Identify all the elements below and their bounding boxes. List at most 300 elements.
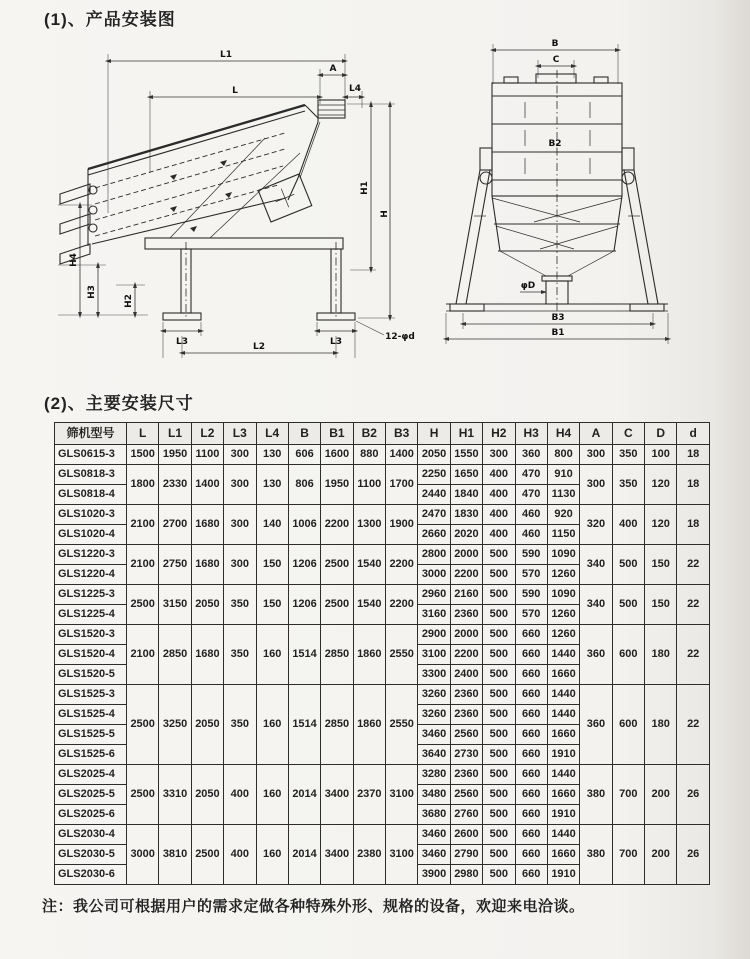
model-cell: GLS1020-3 (55, 505, 127, 525)
dim-cell: 1910 (547, 745, 579, 765)
dim-cell: 3310 (159, 765, 191, 825)
dim-cell: 1550 (450, 445, 482, 465)
dim-cell: 18 (677, 445, 710, 465)
header-h4: H4 (547, 423, 579, 445)
table-row (55, 685, 710, 705)
header-h1: H1 (450, 423, 482, 445)
dim-cell: 470 (515, 485, 547, 505)
dim-cell: 1260 (547, 605, 579, 625)
dim-cell: 380 (580, 825, 612, 885)
dim-cell: 460 (515, 505, 547, 525)
dim-label-outlet-diameter: φD (520, 281, 536, 291)
dim-cell: 470 (515, 465, 547, 485)
dim-cell: 2560 (450, 725, 482, 745)
dim-cell: 400 (224, 765, 256, 825)
dim-cell: 1090 (547, 545, 579, 565)
dim-cell: 600 (612, 625, 644, 685)
dim-cell: 660 (515, 685, 547, 705)
header-a: A (580, 423, 612, 445)
dim-cell: 3160 (418, 605, 450, 625)
dim-cell: 920 (547, 505, 579, 525)
dim-cell: 1150 (547, 525, 579, 545)
dim-cell: 1440 (547, 645, 579, 665)
dim-cell: 2550 (386, 685, 418, 765)
dim-cell: 500 (483, 645, 515, 665)
dim-cell: 2800 (418, 545, 450, 565)
model-cell: GLS1525-5 (55, 725, 127, 745)
dim-label-h4: H4 (69, 253, 79, 267)
dim-cell: 3400 (321, 765, 353, 825)
dim-cell: 1950 (159, 445, 191, 465)
dim-cell: 500 (612, 585, 644, 625)
dim-cell: 180 (645, 625, 677, 685)
dim-cell: 3480 (418, 785, 450, 805)
model-cell: GLS1525-6 (55, 745, 127, 765)
dim-cell: 100 (645, 445, 677, 465)
dim-cell: 2850 (159, 625, 191, 685)
header-model: 筛机型号 (55, 423, 127, 445)
dim-cell: 590 (515, 585, 547, 605)
dim-label-h2: H2 (124, 294, 134, 308)
dim-cell: 1206 (288, 585, 320, 625)
dim-cell: 500 (483, 585, 515, 605)
dimension-table-body (55, 445, 710, 885)
dim-cell: 160 (256, 825, 288, 885)
model-cell: GLS1520-4 (55, 645, 127, 665)
model-cell: GLS2030-4 (55, 825, 127, 845)
side-view-diagram (50, 38, 430, 378)
dim-label-c: C (552, 55, 560, 65)
dim-cell: 350 (612, 465, 644, 505)
dim-cell: 2200 (450, 645, 482, 665)
dim-cell: 1440 (547, 705, 579, 725)
dim-cell: 1860 (353, 625, 385, 685)
dim-cell: 1660 (547, 725, 579, 745)
dim-cell: 150 (256, 545, 288, 585)
dim-cell: 660 (515, 805, 547, 825)
dim-cell: 2560 (450, 785, 482, 805)
dim-cell: 2900 (418, 625, 450, 645)
dim-cell: 300 (580, 445, 612, 465)
dim-cell: 360 (515, 445, 547, 465)
model-cell: GLS1520-3 (55, 625, 127, 645)
header-b: B (288, 423, 320, 445)
dim-cell: 2200 (450, 565, 482, 585)
dim-cell: 2014 (288, 765, 320, 825)
model-cell: GLS0818-3 (55, 465, 127, 485)
dim-cell: 660 (515, 745, 547, 765)
dim-cell: 400 (612, 505, 644, 545)
dim-cell: 3280 (418, 765, 450, 785)
dim-cell: 200 (645, 825, 677, 885)
dim-label-l3-right: L3 (330, 337, 342, 347)
dim-cell: 700 (612, 825, 644, 885)
dim-cell: 2500 (127, 585, 159, 625)
dim-cell: 1910 (547, 805, 579, 825)
dim-cell: 1400 (386, 445, 418, 465)
dim-label-b: B (551, 39, 559, 49)
dim-cell: 300 (580, 465, 612, 505)
dim-cell: 2470 (418, 505, 450, 525)
header-l: L (127, 423, 159, 445)
dim-label-b1: B1 (551, 328, 565, 338)
dim-cell: 3460 (418, 825, 450, 845)
dim-cell: 18 (677, 505, 710, 545)
dim-cell: 130 (256, 445, 288, 465)
dim-cell: 3300 (418, 665, 450, 685)
dim-cell: 2400 (450, 665, 482, 685)
dim-cell: 150 (645, 585, 677, 625)
header-b1: B1 (321, 423, 353, 445)
section2-title: (2)、主要安装尺寸 (44, 394, 194, 413)
header-d-upper: D (645, 423, 677, 445)
dim-cell: 300 (224, 505, 256, 545)
dim-cell: 1840 (450, 485, 482, 505)
dim-cell: 2500 (321, 545, 353, 585)
dim-cell: 300 (224, 445, 256, 465)
dim-cell: 1860 (353, 685, 385, 765)
header-h: H (418, 423, 450, 445)
dim-cell: 3150 (159, 585, 191, 625)
model-cell: GLS1020-4 (55, 525, 127, 545)
dim-cell: 2050 (191, 685, 223, 765)
dim-cell: 3000 (127, 825, 159, 885)
dim-cell: 2360 (450, 765, 482, 785)
dim-cell: 120 (645, 465, 677, 505)
dim-cell: 340 (580, 545, 612, 585)
dim-cell: 22 (677, 585, 710, 625)
dim-cell: 800 (547, 445, 579, 465)
model-cell: GLS1225-3 (55, 585, 127, 605)
header-b2: B2 (353, 423, 385, 445)
dim-cell: 22 (677, 685, 710, 765)
dim-label-l2: L2 (253, 342, 265, 352)
dim-cell: 2330 (159, 465, 191, 505)
dim-cell: 360 (580, 625, 612, 685)
model-cell: GLS2030-6 (55, 865, 127, 885)
dim-cell: 1540 (353, 585, 385, 625)
dim-cell: 160 (256, 625, 288, 685)
dim-cell: 350 (224, 625, 256, 685)
dim-cell: 400 (224, 825, 256, 885)
model-cell: GLS0615-3 (55, 445, 127, 465)
dim-cell: 2200 (321, 505, 353, 545)
dim-cell: 3400 (321, 825, 353, 885)
dim-cell: 2014 (288, 825, 320, 885)
dim-cell: 500 (483, 725, 515, 745)
dim-cell: 600 (612, 685, 644, 765)
dim-cell: 2850 (321, 685, 353, 765)
dim-cell: 1514 (288, 625, 320, 685)
dim-cell: 1440 (547, 825, 579, 845)
table-row (55, 825, 710, 845)
dim-cell: 500 (483, 805, 515, 825)
dim-cell: 1950 (321, 465, 353, 505)
header-c: C (612, 423, 644, 445)
dim-label-b3: B3 (551, 313, 565, 323)
dim-cell: 2730 (450, 745, 482, 765)
dim-cell: 22 (677, 625, 710, 685)
model-cell: GLS1220-3 (55, 545, 127, 565)
dim-cell: 3460 (418, 845, 450, 865)
dim-cell: 130 (256, 465, 288, 505)
dim-cell: 660 (515, 865, 547, 885)
dim-cell: 120 (645, 505, 677, 545)
header-b3: B3 (386, 423, 418, 445)
dim-cell: 2050 (191, 765, 223, 825)
dim-cell: 3250 (159, 685, 191, 765)
dim-cell: 2500 (191, 825, 223, 885)
dim-cell: 1660 (547, 845, 579, 865)
dim-cell: 2020 (450, 525, 482, 545)
dim-cell: 660 (515, 845, 547, 865)
dim-cell: 2100 (127, 625, 159, 685)
dim-cell: 2360 (450, 605, 482, 625)
table-row (55, 545, 710, 565)
dim-cell: 570 (515, 565, 547, 585)
table-header-row (55, 423, 710, 445)
dim-cell: 2050 (418, 445, 450, 465)
dim-cell: 500 (483, 845, 515, 865)
dim-cell: 1540 (353, 545, 385, 585)
dim-cell: 1300 (353, 505, 385, 545)
dim-cell: 2360 (450, 705, 482, 725)
dim-label-h1: H1 (360, 181, 370, 195)
bolt-callout-label: 12-φd (385, 332, 415, 342)
header-h3: H3 (515, 423, 547, 445)
dim-cell: 660 (515, 665, 547, 685)
dim-cell: 1900 (386, 505, 418, 545)
dim-cell: 500 (483, 665, 515, 685)
installation-diagrams (0, 32, 750, 388)
dim-cell: 2050 (191, 585, 223, 625)
dim-cell: 660 (515, 765, 547, 785)
dim-cell: 2370 (353, 765, 385, 825)
dim-cell: 1680 (191, 545, 223, 585)
dim-cell: 660 (515, 645, 547, 665)
dim-cell: 500 (612, 545, 644, 585)
dim-cell: 26 (677, 765, 710, 825)
dim-cell: 1440 (547, 765, 579, 785)
dim-cell: 160 (256, 765, 288, 825)
model-cell: GLS1225-4 (55, 605, 127, 625)
dim-cell: 3640 (418, 745, 450, 765)
model-cell: GLS2025-6 (55, 805, 127, 825)
header-d-lower: d (677, 423, 710, 445)
dim-cell: 606 (288, 445, 320, 465)
dim-cell: 1660 (547, 785, 579, 805)
dim-cell: 500 (483, 545, 515, 565)
dim-cell: 660 (515, 705, 547, 725)
dim-label-l3-left: L3 (176, 337, 188, 347)
model-cell: GLS1525-3 (55, 685, 127, 705)
dim-cell: 2100 (127, 545, 159, 585)
dim-cell: 3810 (159, 825, 191, 885)
dim-cell: 1130 (547, 485, 579, 505)
model-cell: GLS2030-5 (55, 845, 127, 865)
model-cell: GLS1220-4 (55, 565, 127, 585)
dim-cell: 300 (224, 465, 256, 505)
dim-cell: 300 (224, 545, 256, 585)
dim-label-h3: H3 (87, 285, 97, 299)
dim-cell: 1500 (127, 445, 159, 465)
dim-cell: 500 (483, 685, 515, 705)
dim-cell: 2200 (386, 545, 418, 585)
dim-cell: 910 (547, 465, 579, 485)
dim-cell: 160 (256, 685, 288, 765)
dim-cell: 500 (483, 785, 515, 805)
dim-cell: 660 (515, 785, 547, 805)
dim-cell: 2000 (450, 545, 482, 565)
dim-label-a: A (329, 64, 337, 74)
dim-cell: 150 (645, 545, 677, 585)
table-row (55, 625, 710, 645)
dim-cell: 1440 (547, 685, 579, 705)
table-row (55, 465, 710, 485)
dim-cell: 1100 (191, 445, 223, 465)
dim-cell: 350 (224, 685, 256, 765)
dim-label-l: L (232, 86, 238, 96)
dim-cell: 1514 (288, 685, 320, 765)
dim-cell: 2550 (386, 625, 418, 685)
dim-cell: 2500 (127, 765, 159, 825)
dim-cell: 3460 (418, 725, 450, 745)
table-row (55, 585, 710, 605)
model-cell: GLS1520-5 (55, 665, 127, 685)
dim-cell: 500 (483, 565, 515, 585)
dim-cell: 340 (580, 585, 612, 625)
dim-cell: 2790 (450, 845, 482, 865)
header-l3: L3 (224, 423, 256, 445)
table-row (55, 445, 710, 465)
dim-cell: 400 (483, 465, 515, 485)
dim-cell: 500 (483, 825, 515, 845)
dim-label-l1: L1 (220, 50, 232, 60)
dim-cell: 1006 (288, 505, 320, 545)
dim-cell: 400 (483, 525, 515, 545)
dim-cell: 2000 (450, 625, 482, 645)
dim-cell: 2960 (418, 585, 450, 605)
dim-cell: 500 (483, 625, 515, 645)
dim-cell: 700 (612, 765, 644, 825)
dim-cell: 500 (483, 865, 515, 885)
model-cell: GLS2025-4 (55, 765, 127, 785)
dim-cell: 460 (515, 525, 547, 545)
dim-cell: 22 (677, 545, 710, 585)
dim-cell: 3100 (418, 645, 450, 665)
dim-cell: 1680 (191, 505, 223, 545)
dim-cell: 180 (645, 685, 677, 765)
dim-cell: 590 (515, 545, 547, 565)
section1-title: (1)、产品安装图 (44, 10, 176, 29)
dim-cell: 2660 (418, 525, 450, 545)
dim-cell: 880 (353, 445, 385, 465)
dim-cell: 200 (645, 765, 677, 825)
dim-cell: 350 (612, 445, 644, 465)
header-l4: L4 (256, 423, 288, 445)
dim-cell: 1680 (191, 625, 223, 685)
dim-cell: 806 (288, 465, 320, 505)
dim-cell: 3260 (418, 705, 450, 725)
dim-label-h: H (380, 210, 390, 218)
dim-cell: 2250 (418, 465, 450, 485)
dim-cell: 1830 (450, 505, 482, 525)
dim-cell: 1260 (547, 625, 579, 645)
dim-cell: 26 (677, 825, 710, 885)
dim-cell: 570 (515, 605, 547, 625)
dim-cell: 400 (483, 485, 515, 505)
dim-cell: 350 (224, 585, 256, 625)
dim-cell: 1206 (288, 545, 320, 585)
dim-cell: 500 (483, 765, 515, 785)
dim-cell: 2980 (450, 865, 482, 885)
dim-cell: 380 (580, 765, 612, 825)
dim-cell: 150 (256, 585, 288, 625)
dim-cell: 660 (515, 725, 547, 745)
model-cell: GLS2025-5 (55, 785, 127, 805)
dim-cell: 1100 (353, 465, 385, 505)
dim-cell: 2750 (159, 545, 191, 585)
dim-cell: 500 (483, 605, 515, 625)
dim-cell: 2700 (159, 505, 191, 545)
dim-cell: 2360 (450, 685, 482, 705)
dim-cell: 2200 (386, 585, 418, 625)
dim-cell: 1400 (191, 465, 223, 505)
table-row (55, 505, 710, 525)
dim-cell: 2500 (127, 685, 159, 765)
dim-cell: 300 (483, 445, 515, 465)
front-view-diagram (430, 36, 730, 351)
dim-cell: 500 (483, 705, 515, 725)
dim-cell: 1090 (547, 585, 579, 605)
dim-cell: 3260 (418, 685, 450, 705)
dim-cell: 18 (677, 465, 710, 505)
model-cell: GLS1525-4 (55, 705, 127, 725)
dim-cell: 1660 (547, 665, 579, 685)
dim-cell: 140 (256, 505, 288, 545)
header-h2: H2 (483, 423, 515, 445)
dim-cell: 2160 (450, 585, 482, 605)
footer-note: 注：我公司可根据用户的需求定做各种特殊外形、规格的设备，欢迎来电洽谈。 (42, 899, 585, 915)
dim-cell: 2380 (353, 825, 385, 885)
dim-cell: 1650 (450, 465, 482, 485)
dim-cell: 2100 (127, 505, 159, 545)
dim-cell: 2760 (450, 805, 482, 825)
header-l2: L2 (191, 423, 223, 445)
dim-cell: 1260 (547, 565, 579, 585)
dim-cell: 3900 (418, 865, 450, 885)
table-row (55, 765, 710, 785)
dim-cell: 3100 (386, 825, 418, 885)
dim-cell: 2440 (418, 485, 450, 505)
dim-cell: 1600 (321, 445, 353, 465)
dim-cell: 320 (580, 505, 612, 545)
dim-cell: 1910 (547, 865, 579, 885)
dim-cell: 660 (515, 825, 547, 845)
dimension-table (54, 422, 710, 885)
dim-cell: 2500 (321, 585, 353, 625)
dim-label-b2: B2 (548, 139, 562, 149)
header-l1: L1 (159, 423, 191, 445)
dim-cell: 500 (483, 745, 515, 765)
dim-cell: 1800 (127, 465, 159, 505)
dim-cell: 3100 (386, 765, 418, 825)
model-cell: GLS0818-4 (55, 485, 127, 505)
dim-cell: 2850 (321, 625, 353, 685)
dim-cell: 660 (515, 625, 547, 645)
dim-cell: 1700 (386, 465, 418, 505)
dim-cell: 3680 (418, 805, 450, 825)
